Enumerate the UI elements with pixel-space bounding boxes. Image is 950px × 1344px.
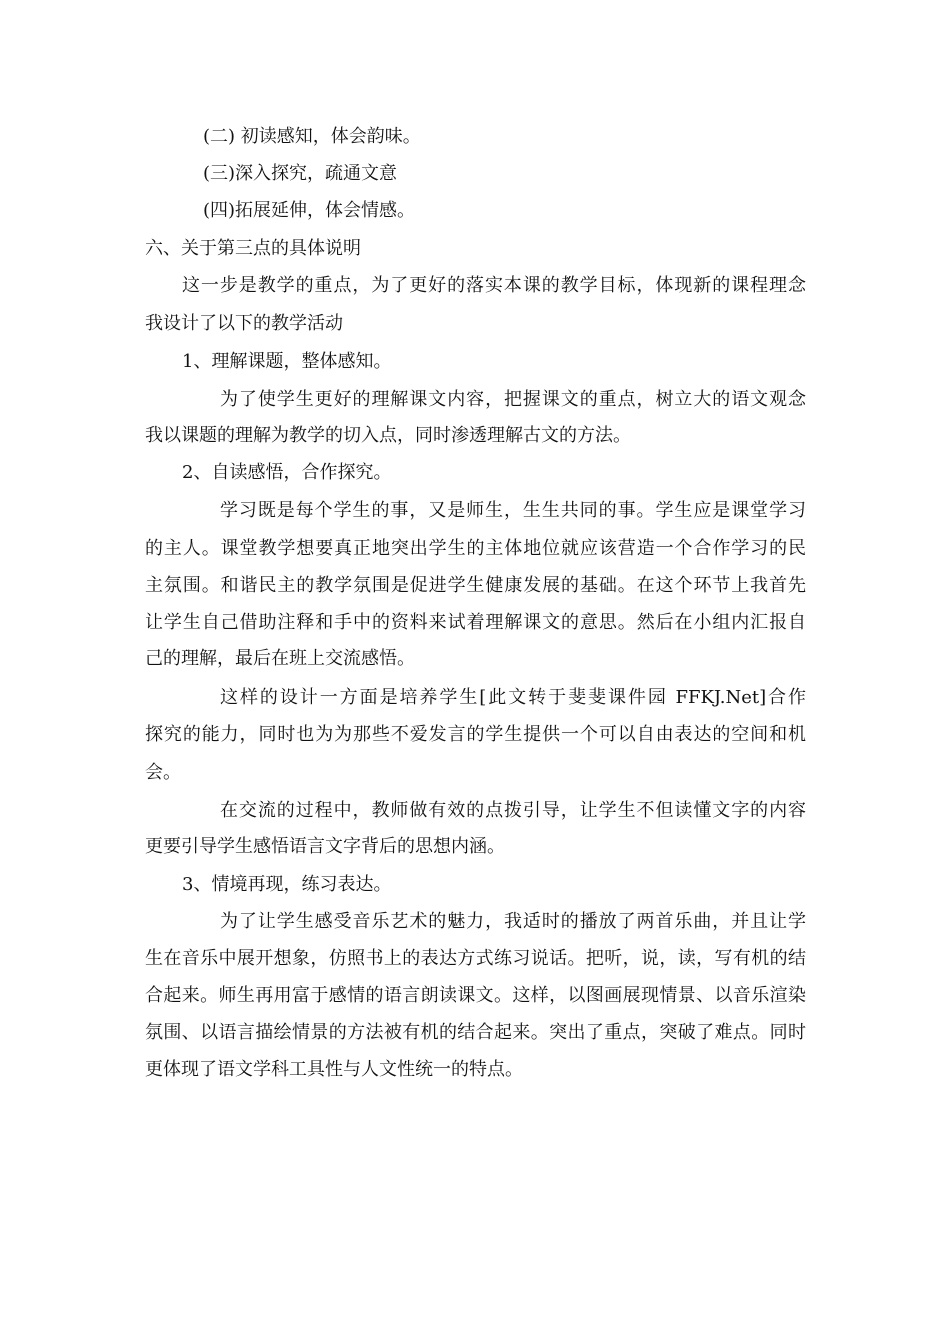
outline-item-4: (四)拓展延伸，体会情感。 [203,200,416,221]
outline-item-3: (三)深入探究，疏通文意 [203,163,398,184]
paragraph-line: 会。 [145,762,181,783]
paragraph-line: 更要引导学生感悟语言文字背后的思想内涵。 [145,836,505,857]
paragraph-line: 氛围、以语言描绘情景的方法被有机的结合起来。突出了重点，突破了难点。同时 [145,1022,806,1043]
paragraph-line: 更体现了语文学科工具性与人文性统一的特点。 [145,1059,523,1080]
outline-item-2: (二) 初读感知，体会韵味。 [203,126,421,147]
subheading-1: 1、理解课题，整体感知。 [182,351,392,372]
paragraph-line: 我设计了以下的教学活动 [145,313,343,334]
paragraph-line: 己的理解，最后在班上交流感悟。 [145,648,415,669]
paragraph-line: 为了让学生感受音乐艺术的魅力，我适时的播放了两首乐曲，并且让学 [220,911,806,932]
paragraph-line: 的主人。课堂教学想要真正地突出学生的主体地位就应该营造一个合作学习的民 [145,538,806,559]
paragraph-line: 这样的设计一方面是培养学生[此文转于斐斐课件园 FFKJ.Net]合作 [220,687,806,708]
subheading-3: 3、情境再现，练习表达。 [182,874,392,895]
paragraph-line: 在交流的过程中，教师做有效的点拨引导，让学生不但读懂文字的内容 [220,800,806,821]
paragraph-line: 让学生自己借助注释和手中的资料来试着理解课文的意思。然后在小组内汇报自 [145,612,806,633]
paragraph-line: 为了使学生更好的理解课文内容，把握课文的重点，树立大的语文观念 [220,389,806,410]
paragraph-line: 我以课题的理解为教学的切入点，同时渗透理解古文的方法。 [145,425,631,446]
section-heading-6: 六、关于第三点的具体说明 [145,238,361,259]
paragraph-line: 生在音乐中展开想象，仿照书上的表达方式练习说话。把听，说，读，写有机的结 [145,948,806,969]
paragraph-line: 学习既是每个学生的事，又是师生，生生共同的事。学生应是课堂学习 [220,500,806,521]
subheading-2: 2、自读感悟，合作探究。 [182,462,392,483]
paragraph-line: 探究的能力，同时也为为那些不爱发言的学生提供一个可以自由表达的空间和机 [145,724,806,745]
paragraph-line: 主氛围。和谐民主的教学氛围是促进学生健康发展的基础。在这个环节上我首先 [145,575,806,596]
paragraph-line: 这一步是教学的重点，为了更好的落实本课的教学目标，体现新的课程理念 [182,275,806,296]
paragraph-line: 合起来。师生再用富于感情的语言朗读课文。这样，以图画展现情景、以音乐渲染 [145,985,806,1006]
